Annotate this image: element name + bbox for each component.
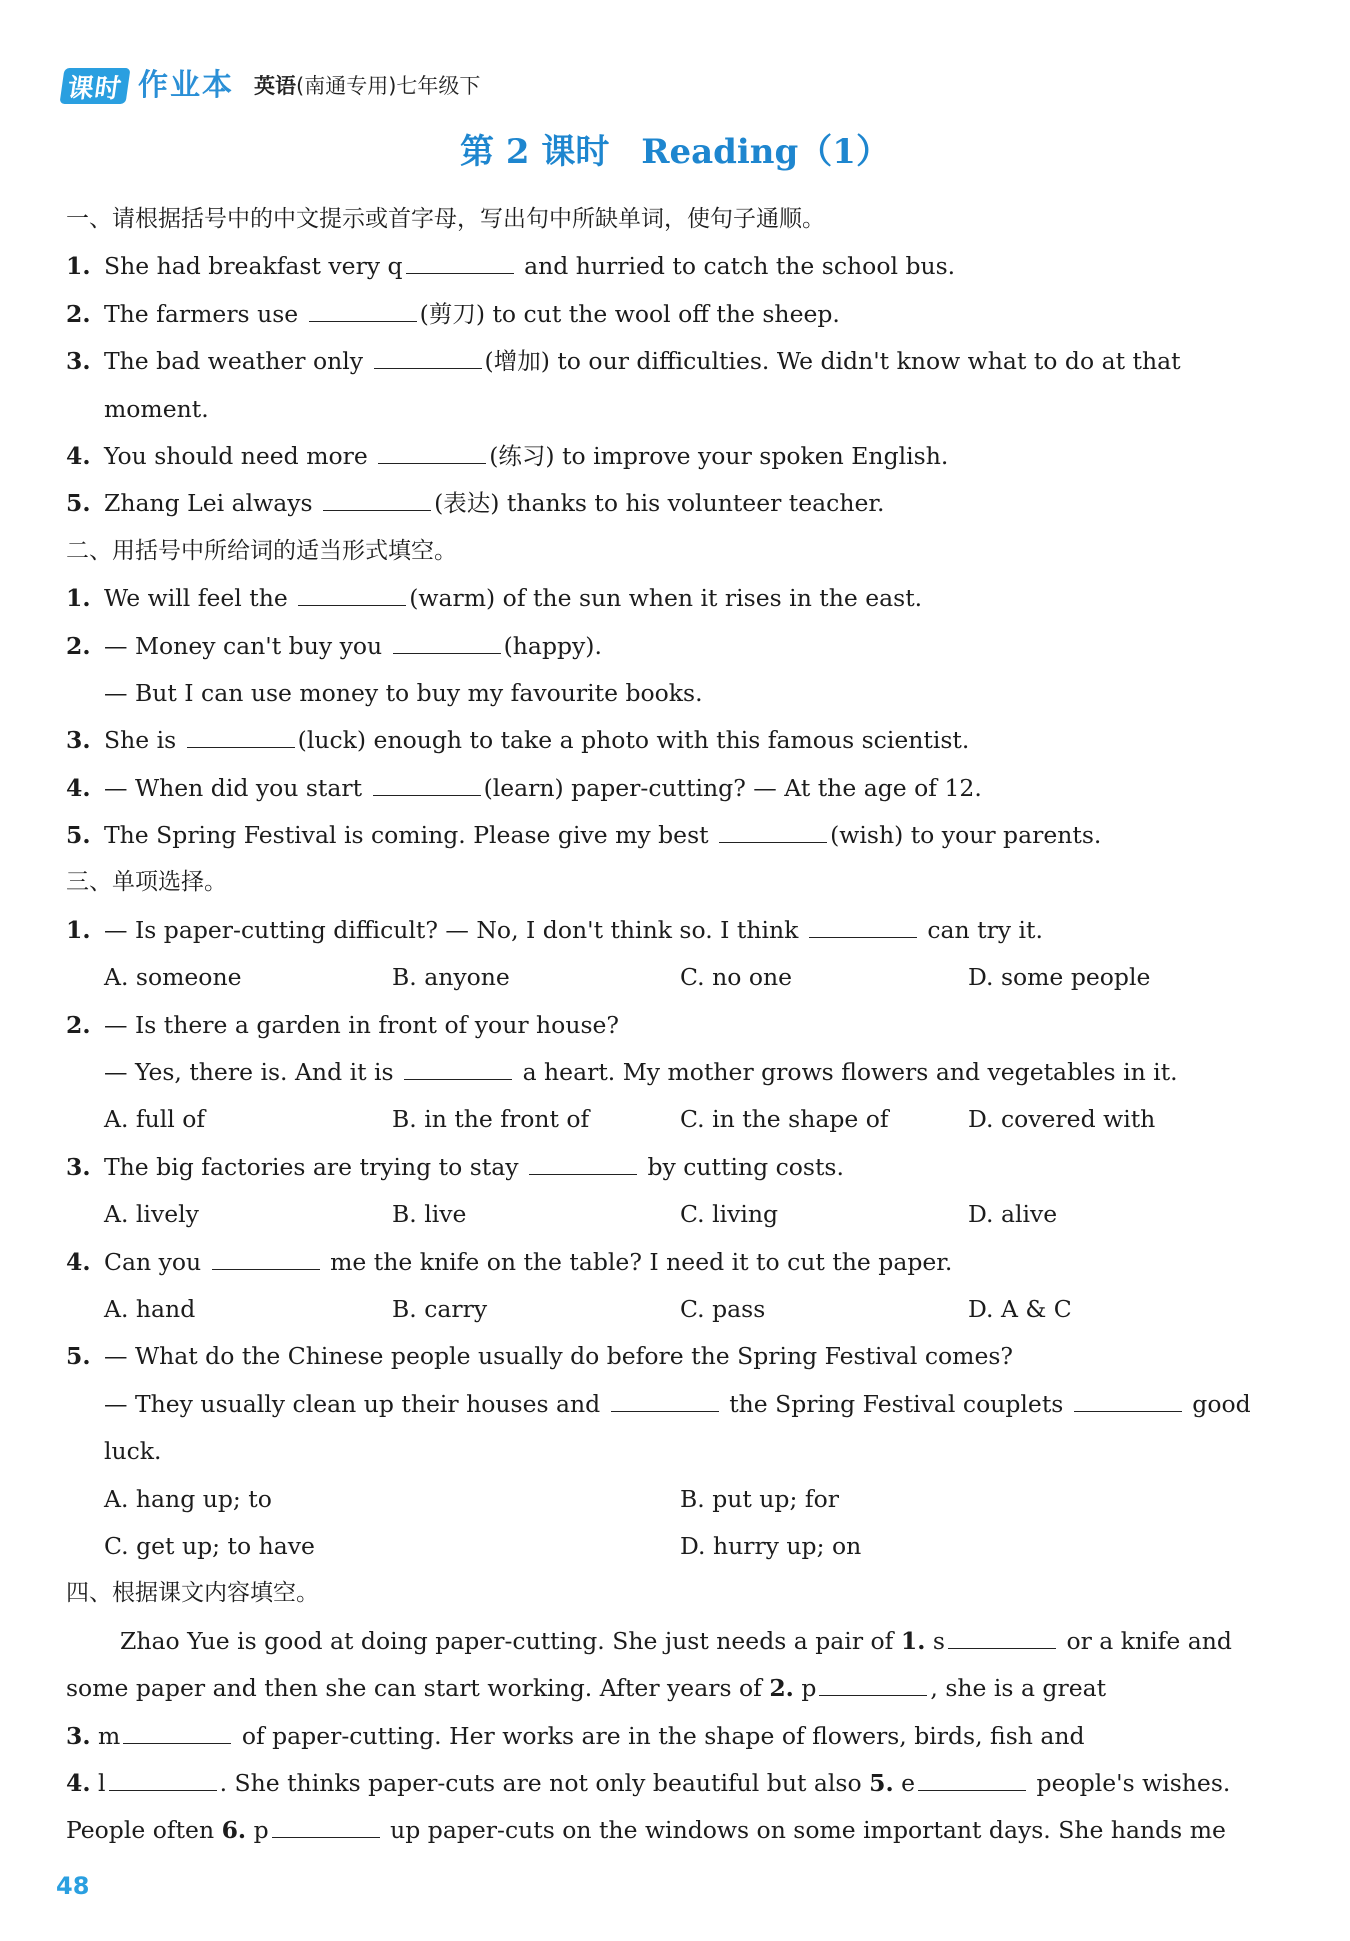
question-number: 5. (66, 1342, 91, 1371)
question-text: (happy). (503, 631, 602, 660)
section-heading: 四、根据课文内容填空。 (66, 1580, 319, 1607)
brand-name: 作业本 (138, 68, 235, 103)
option-a[interactable]: A. someone (104, 963, 242, 992)
question-continuation (66, 1049, 1266, 1096)
subject: 英语 (254, 74, 297, 98)
question-text: (luck) enough to take a photo with this famous scientist. (297, 726, 970, 755)
blank-hint: e (901, 1768, 916, 1797)
answer-blank[interactable] (918, 1766, 1026, 1791)
passage-text: people's wishes. (1036, 1768, 1231, 1797)
question-text: The farmers use (104, 299, 299, 328)
passage-text: . She thinks paper-cuts are not only beautiful but also (219, 1768, 862, 1797)
blank-hint: p (253, 1816, 269, 1845)
option-d[interactable]: D. hurry up; on (680, 1531, 862, 1560)
question (66, 1333, 1266, 1380)
question-number: 3. (66, 1152, 91, 1181)
blank-hint: p (801, 1674, 817, 1703)
option-c[interactable]: C. get up; to have (104, 1531, 315, 1560)
answer-blank[interactable] (373, 771, 481, 796)
passage-text: some paper and then she can start working. After years of (66, 1674, 762, 1703)
question-text: can try it. (927, 915, 1043, 944)
question-number: 2. (66, 631, 91, 660)
passage-line (66, 1807, 1266, 1854)
question-text: (练习) to improve your spoken English. (489, 441, 949, 470)
question-number: 4. (66, 1247, 91, 1276)
question-continuation: luck. (104, 1437, 162, 1466)
subject-detail: (南通专用)七年级下 (296, 74, 481, 98)
passage-text: People often (66, 1816, 215, 1845)
question-text: She is (104, 726, 177, 755)
question-text: (剪刀) to cut the wool off the sheep. (419, 299, 840, 328)
passage-line (66, 1713, 1266, 1760)
question (66, 1239, 1266, 1286)
question (66, 480, 1266, 527)
option-a[interactable]: A. hand (104, 1294, 196, 1323)
logo: 课时 (59, 68, 130, 104)
lesson-topic: Reading（1） (641, 132, 890, 172)
section-heading: 一、请根据括号中的中文提示或首字母，写出句中所缺单词，使句子通顺。 (66, 206, 825, 232)
question-text: — What do the Chinese people usually do before the Spring Festival comes? (104, 1342, 1014, 1371)
question (66, 1002, 1266, 1049)
question-number: 4. (66, 773, 91, 802)
question-text: a heart. My mother grows flowers and vegetables in it. (522, 1058, 1178, 1087)
page-title (0, 124, 1350, 173)
passage-line (66, 1665, 1266, 1712)
question-text: (learn) paper-cutting? — At the age of 12. (483, 773, 982, 802)
option-d[interactable]: D. some people (968, 963, 1151, 992)
answer-blank[interactable] (109, 1766, 217, 1791)
question-text: by cutting costs. (647, 1152, 844, 1181)
question-text: — Money can't buy you (104, 631, 383, 660)
subject-label (254, 70, 480, 100)
passage-text: of paper-cutting. Her works are in the shape of flowers, birds, fish and (241, 1721, 1085, 1750)
answer-blank[interactable] (374, 344, 482, 369)
question-text: (warm) of the sun when it rises in the east. (409, 584, 923, 613)
question-number: 2. (66, 1010, 91, 1039)
answer-blank[interactable] (529, 1150, 637, 1175)
question-continuation: — But I can use money to buy my favourite books. (104, 678, 703, 707)
option-a[interactable]: A. lively (104, 1200, 199, 1229)
answer-blank[interactable] (323, 486, 431, 511)
option-d[interactable]: D. A & C (968, 1294, 1072, 1323)
option-b[interactable]: B. anyone (392, 963, 510, 992)
passage-text: up paper-cuts on the windows on some important days. She hands me (390, 1816, 1226, 1845)
passage-text: or a knife and (1066, 1626, 1232, 1655)
blank-hint: m (98, 1721, 121, 1750)
answer-blank[interactable] (719, 818, 827, 843)
question-text: good (1192, 1389, 1251, 1418)
question (66, 907, 1266, 954)
blank-number: 2. (769, 1674, 794, 1703)
question-text: (wish) to your parents. (830, 821, 1102, 850)
answer-blank[interactable] (393, 629, 501, 654)
answer-blank[interactable] (123, 1719, 231, 1744)
question (66, 291, 1266, 338)
answer-blank[interactable] (212, 1245, 320, 1270)
question-text: The big factories are trying to stay (104, 1152, 519, 1181)
question-number: 5. (66, 821, 91, 850)
blank-number: 6. (221, 1816, 247, 1845)
option-d[interactable]: D. alive (968, 1200, 1058, 1229)
question (66, 623, 1266, 670)
passage-text: , she is a great (930, 1674, 1107, 1703)
options-row (66, 1191, 1266, 1238)
section-heading: 三、单项选择。 (66, 869, 227, 896)
question-number: 2. (66, 299, 91, 328)
answer-blank[interactable] (404, 1055, 512, 1080)
answer-blank[interactable] (809, 913, 917, 938)
passage-line (66, 1618, 1266, 1665)
option-b[interactable]: B. live (392, 1200, 467, 1229)
header (62, 62, 480, 104)
worksheet-content (66, 196, 1266, 1855)
question-text: (增加) to our difficulties. We didn't know what to do at that (484, 347, 1181, 376)
option-c[interactable]: C. living (680, 1200, 779, 1229)
question-text: — When did you start (104, 773, 363, 802)
question-text: me the knife on the table? I need it to cut the paper. (330, 1247, 953, 1276)
question (66, 575, 1266, 622)
question-number: 1. (66, 584, 91, 613)
answer-blank[interactable] (378, 439, 486, 464)
options-row (66, 1523, 1266, 1570)
question-text: She had breakfast very q (104, 252, 403, 281)
question-text: The Spring Festival is coming. Please give my best (104, 821, 709, 850)
question-number: 4. (66, 441, 91, 470)
section-heading: 二、用括号中所给词的适当形式填空。 (66, 537, 457, 564)
options-row (66, 1096, 1266, 1143)
question-number: 1. (66, 252, 91, 281)
question-text: — Is there a garden in front of your house? (104, 1010, 620, 1039)
question-number: 5. (66, 489, 91, 518)
question-text: (表达) thanks to his volunteer teacher. (434, 489, 885, 518)
question (66, 765, 1266, 812)
answer-blank[interactable] (1074, 1387, 1182, 1412)
answer-blank[interactable] (819, 1671, 927, 1696)
answer-blank[interactable] (611, 1387, 719, 1412)
options-row (66, 954, 1266, 1001)
question-text: — They usually clean up their houses and (104, 1389, 601, 1418)
question-text: You should need more (104, 441, 368, 470)
blank-number: 3. (66, 1721, 91, 1750)
option-c[interactable]: C. in the shape of (680, 1105, 889, 1134)
question (66, 1144, 1266, 1191)
passage-text: Zhao Yue is good at doing paper-cutting. She just needs a pair of (120, 1626, 894, 1655)
blank-hint: l (98, 1768, 106, 1797)
question (66, 243, 1266, 290)
option-b[interactable]: B. put up; for (680, 1484, 839, 1513)
answer-blank[interactable] (187, 723, 295, 748)
answer-blank[interactable] (298, 581, 406, 606)
options-row (66, 1286, 1266, 1333)
question-text: the Spring Festival couplets (729, 1389, 1064, 1418)
lesson-number: 第 2 课时 (460, 132, 610, 172)
question-text: — Yes, there is. And it is (104, 1058, 394, 1087)
answer-blank[interactable] (309, 297, 417, 322)
question-number: 3. (66, 726, 91, 755)
option-a[interactable]: A. full of (104, 1105, 206, 1134)
question (66, 338, 1266, 385)
question-number: 1. (66, 915, 91, 944)
answer-blank[interactable] (272, 1813, 380, 1838)
blank-number: 4. (66, 1768, 91, 1797)
option-c[interactable]: C. no one (680, 963, 793, 992)
passage-line (66, 1760, 1266, 1807)
question (66, 812, 1266, 859)
question-number: 3. (66, 347, 91, 376)
blank-hint: s (932, 1626, 945, 1655)
page-number: 48 (56, 1872, 90, 1900)
option-c[interactable]: C. pass (680, 1294, 766, 1323)
question-text: Can you (104, 1247, 202, 1276)
question (66, 717, 1266, 764)
question-text: We will feel the (104, 584, 288, 613)
question-text: The bad weather only (104, 347, 364, 376)
question-text: — Is paper-cutting difficult? — No, I don't think so. I think (104, 915, 799, 944)
blank-number: 1. (900, 1626, 926, 1655)
question (66, 433, 1266, 480)
question-continuation (66, 1381, 1266, 1428)
option-a[interactable]: A. hang up; to (104, 1484, 272, 1513)
question-continuation: moment. (104, 394, 209, 423)
question-text: and hurried to catch the school bus. (524, 252, 956, 281)
option-b[interactable]: B. in the front of (392, 1105, 590, 1134)
option-d[interactable]: D. covered with (968, 1105, 1156, 1134)
options-row (66, 1476, 1266, 1523)
blank-number: 5. (869, 1768, 894, 1797)
answer-blank[interactable] (948, 1624, 1056, 1649)
option-b[interactable]: B. carry (392, 1294, 488, 1323)
answer-blank[interactable] (406, 249, 514, 274)
question-text: Zhang Lei always (104, 489, 313, 518)
